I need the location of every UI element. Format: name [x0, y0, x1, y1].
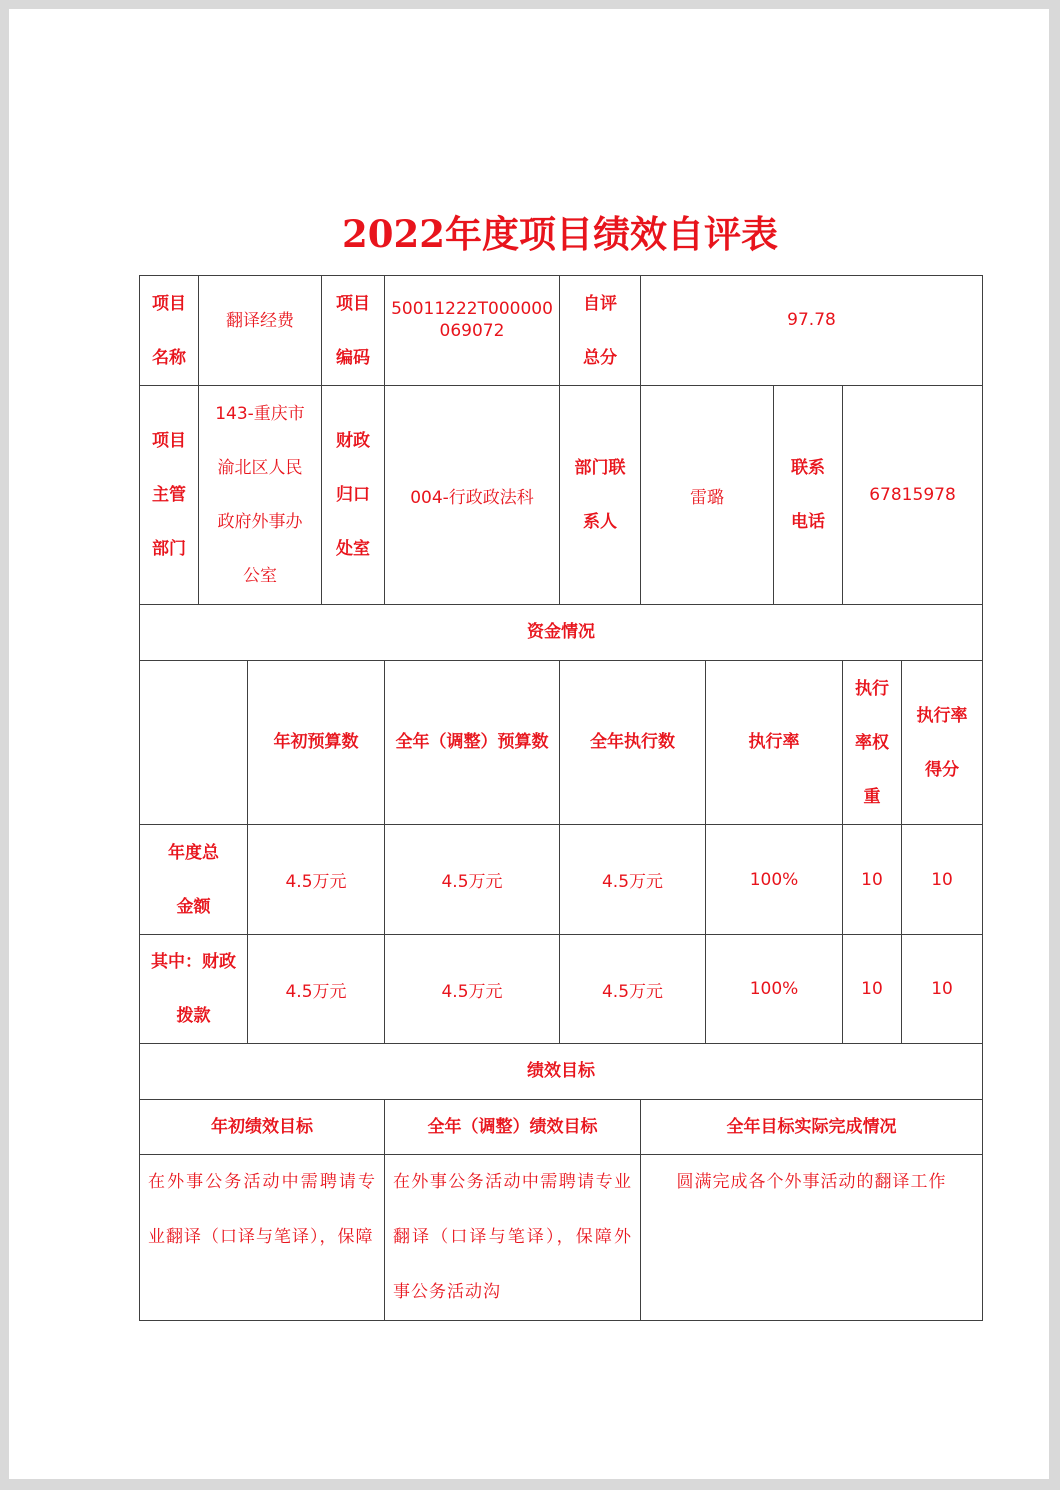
- annual-total-adjusted: 4.5万元: [385, 825, 560, 935]
- self-score-value: 97.78: [641, 276, 983, 386]
- fiscal-appropriation-weight: 10: [843, 935, 902, 1044]
- department-value: 143-重庆市渝北区人民政府外事办公室: [199, 386, 322, 605]
- annual-total-rate: 100%: [706, 825, 843, 935]
- header-adjusted-budget: 全年（调整）预算数: [385, 661, 560, 825]
- project-name-label: 项目名称: [140, 276, 199, 386]
- header-adjusted-goal: 全年（调整）绩效目标: [385, 1100, 641, 1155]
- contact-label: 部门联系人: [560, 386, 641, 605]
- annual-total-weight: 10: [843, 825, 902, 935]
- row-goals-headers: [140, 1100, 983, 1155]
- fiscal-appropriation-executed: 4.5万元: [560, 935, 706, 1044]
- project-code-label: 项目编码: [322, 276, 385, 386]
- initial-goal-text: 在外事公务活动中需聘请专业翻译（口译与笔译），保障: [140, 1155, 385, 1321]
- annual-total-executed: 4.5万元: [560, 825, 706, 935]
- evaluation-table: [139, 275, 983, 1321]
- header-actual-completion: 全年目标实际完成情况: [641, 1100, 983, 1155]
- annual-total-label: 年度总金额: [140, 825, 248, 935]
- fiscal-appropriation-score: 10: [902, 935, 983, 1044]
- phone-value: 67815978: [843, 386, 983, 605]
- row-fiscal-appropriation: [140, 935, 983, 1044]
- row-department-info: [140, 386, 983, 605]
- contact-value: 雷璐: [641, 386, 774, 605]
- finance-office-label: 财政归口处室: [322, 386, 385, 605]
- header-execution-rate: 执行率: [706, 661, 843, 825]
- goals-section-title: 绩效目标: [140, 1044, 983, 1100]
- project-name-value: 翻译经费: [199, 276, 322, 386]
- fiscal-appropriation-rate: 100%: [706, 935, 843, 1044]
- annual-total-initial: 4.5万元: [248, 825, 385, 935]
- header-rate-score: 执行率得分: [902, 661, 983, 825]
- annual-total-score: 10: [902, 825, 983, 935]
- actual-completion-text: 圆满完成各个外事活动的翻译工作: [641, 1155, 983, 1321]
- adjusted-goal-text: 在外事公务活动中需聘请专业翻译（口译与笔译），保障外事公务活动沟: [385, 1155, 641, 1321]
- row-goals-title: [140, 1044, 983, 1100]
- row-funds-title: [140, 605, 983, 661]
- fiscal-appropriation-adjusted: 4.5万元: [385, 935, 560, 1044]
- row-goals-content: [140, 1155, 983, 1321]
- fiscal-appropriation-initial: 4.5万元: [248, 935, 385, 1044]
- project-code-value: 50011222T000000069072: [385, 276, 560, 386]
- fiscal-appropriation-label: 其中：财政拨款: [140, 935, 248, 1044]
- row-project-info: [140, 276, 983, 386]
- header-rate-weight: 执行率权重: [843, 661, 902, 825]
- header-initial-budget: 年初预算数: [248, 661, 385, 825]
- row-funds-headers: [140, 661, 983, 825]
- phone-label: 联系电话: [774, 386, 843, 605]
- funds-header-blank: [140, 661, 248, 825]
- funds-section-title: 资金情况: [140, 605, 983, 661]
- row-annual-total: [140, 825, 983, 935]
- finance-office-value: 004-行政政法科: [385, 386, 560, 605]
- document-title: 2022年度项目绩效自评表: [342, 212, 778, 256]
- department-label: 项目主管部门: [140, 386, 199, 605]
- self-score-label: 自评总分: [560, 276, 641, 386]
- header-executed-amount: 全年执行数: [560, 661, 706, 825]
- header-initial-goal: 年初绩效目标: [140, 1100, 385, 1155]
